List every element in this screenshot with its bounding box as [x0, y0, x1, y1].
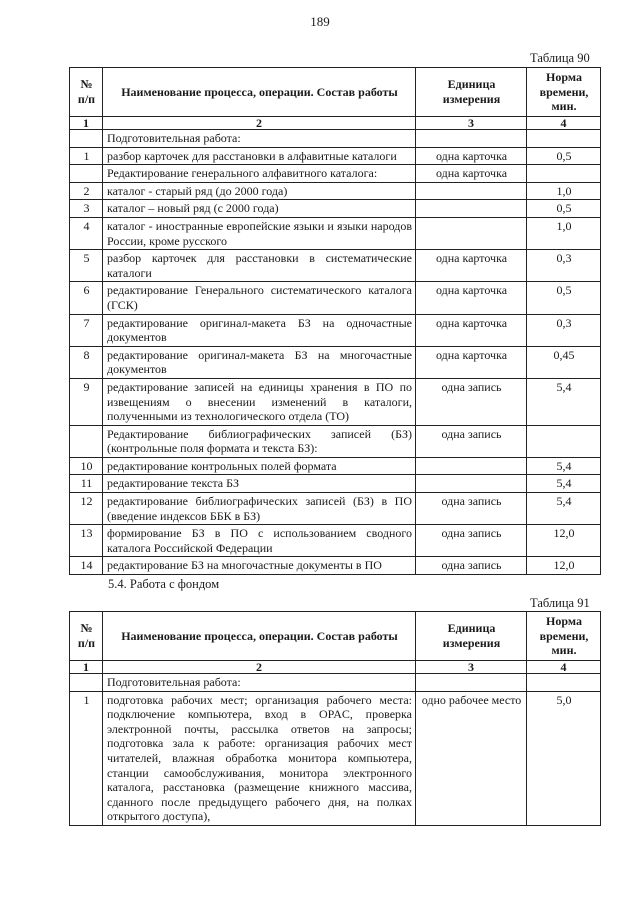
table-row	[70, 525, 601, 557]
row-norm: 12,0	[527, 557, 601, 575]
table-row	[70, 378, 601, 425]
row-norm: 5,4	[527, 493, 601, 525]
column-number: 4	[527, 117, 601, 130]
table-row	[70, 282, 601, 314]
row-num: 7	[70, 314, 103, 346]
header-norm: Норма времени, мин.	[527, 68, 601, 117]
table-row	[70, 165, 601, 183]
table-row	[70, 475, 601, 493]
table-row	[70, 457, 601, 475]
header-num: № п/п	[70, 612, 103, 661]
row-unit	[416, 674, 527, 692]
row-num: 6	[70, 282, 103, 314]
row-num: 12	[70, 493, 103, 525]
row-name: редактирование БЗ на многочастные документы в ПО	[103, 557, 416, 575]
table-90-caption: Таблица 90	[530, 51, 590, 65]
row-unit	[416, 475, 527, 493]
column-number: 1	[70, 661, 103, 674]
table-row	[70, 200, 601, 218]
row-norm	[527, 674, 601, 692]
row-num: 10	[70, 457, 103, 475]
row-unit: одно рабочее место	[416, 691, 527, 825]
table-row	[70, 217, 601, 249]
row-name: редактирование текста БЗ	[103, 475, 416, 493]
row-norm: 0,5	[527, 282, 601, 314]
table-91-caption: Таблица 91	[530, 596, 590, 610]
row-norm	[527, 165, 601, 183]
table-row	[70, 250, 601, 282]
row-num	[70, 674, 103, 692]
row-num: 5	[70, 250, 103, 282]
row-num	[70, 130, 103, 148]
table-row	[70, 130, 601, 148]
row-name: формирование БЗ в ПО с использованием сводного каталога Российской Федерации	[103, 525, 416, 557]
row-name: редактирование контрольных полей формата	[103, 457, 416, 475]
row-norm: 5,4	[527, 475, 601, 493]
row-num: 3	[70, 200, 103, 218]
row-norm: 0,3	[527, 314, 601, 346]
row-name: каталог - старый ряд (до 2000 года)	[103, 182, 416, 200]
table-row	[70, 557, 601, 575]
row-num: 13	[70, 525, 103, 557]
row-norm: 5,4	[527, 457, 601, 475]
row-num: 9	[70, 378, 103, 425]
row-norm	[527, 130, 601, 148]
row-unit: одна карточка	[416, 165, 527, 183]
row-num: 8	[70, 346, 103, 378]
row-unit: одна карточка	[416, 147, 527, 165]
column-number: 2	[103, 117, 416, 130]
column-number: 3	[416, 117, 527, 130]
column-number: 1	[70, 117, 103, 130]
row-num: 1	[70, 147, 103, 165]
row-name: Редактирование генерального алфавитного каталога:	[103, 165, 416, 183]
table-row	[70, 147, 601, 165]
row-name: каталог – новый ряд (с 2000 года)	[103, 200, 416, 218]
row-num: 4	[70, 217, 103, 249]
row-norm	[527, 425, 601, 457]
row-unit	[416, 217, 527, 249]
row-unit: одна карточка	[416, 346, 527, 378]
row-name: Подготовительная работа:	[103, 674, 416, 692]
column-numbers-row	[70, 117, 601, 130]
row-num: 1	[70, 691, 103, 825]
row-name: редактирование библиографических записей (БЗ) в ПО (введение индексов ББК в БЗ)	[103, 493, 416, 525]
header-norm: Норма времени, мин.	[527, 612, 601, 661]
table-header-row	[70, 68, 601, 117]
row-num: 14	[70, 557, 103, 575]
row-unit	[416, 457, 527, 475]
table-91	[69, 611, 601, 826]
row-norm: 0,5	[527, 200, 601, 218]
table-row	[70, 182, 601, 200]
row-name: редактирование Генерального систематического каталога (ГСК)	[103, 282, 416, 314]
row-num: 2	[70, 182, 103, 200]
row-unit: одна карточка	[416, 250, 527, 282]
row-unit: одна запись	[416, 378, 527, 425]
row-norm: 12,0	[527, 525, 601, 557]
row-name: Подготовительная работа:	[103, 130, 416, 148]
row-unit: одна карточка	[416, 282, 527, 314]
row-unit	[416, 130, 527, 148]
row-unit: одна запись	[416, 525, 527, 557]
row-norm: 1,0	[527, 217, 601, 249]
header-unit: Единица измерения	[416, 68, 527, 117]
table-row	[70, 691, 601, 825]
header-name: Наименование процесса, операции. Состав работы	[103, 68, 416, 117]
row-norm: 5,0	[527, 691, 601, 825]
header-unit: Единица измерения	[416, 612, 527, 661]
row-name: подготовка рабочих мест; организация рабочего места: подключение компьютера, вход в OPAC, проверка электронной почты, рассылка ответов на запросы; подготовка зала к работе: организация рабочих мест читателей, влажная обработка монитора компьютера, станции самообслуживания, монитора электронного каталога, расстановка (размещение книжного массива, сданного после предыдущего рабочего дня, на полках открытого доступа),	[103, 691, 416, 825]
row-norm: 0,3	[527, 250, 601, 282]
row-name: Редактирование библиографических записей (БЗ) (контрольные поля формата и текста БЗ):	[103, 425, 416, 457]
table-row	[70, 314, 601, 346]
page-number: 189	[310, 14, 330, 29]
row-unit: одна запись	[416, 425, 527, 457]
row-norm: 1,0	[527, 182, 601, 200]
row-num: 11	[70, 475, 103, 493]
row-name: редактирование записей на единицы хранения в ПО по извещениям о внесении изменений в каталоги, полученными из технологического отдела (ТО)	[103, 378, 416, 425]
row-name: редактирование оригинал-макета БЗ на одночастные документов	[103, 314, 416, 346]
row-norm: 0,45	[527, 346, 601, 378]
table-header-row	[70, 612, 601, 661]
row-unit: одна запись	[416, 557, 527, 575]
row-name: разбор карточек для расстановки в алфавитные каталоги	[103, 147, 416, 165]
row-unit: одна карточка	[416, 314, 527, 346]
row-unit	[416, 200, 527, 218]
section-heading: 5.4. Работа с фондом	[108, 577, 220, 591]
column-numbers-row	[70, 661, 601, 674]
row-name: редактирование оригинал-макета БЗ на многочастные документов	[103, 346, 416, 378]
row-num	[70, 165, 103, 183]
column-number: 3	[416, 661, 527, 674]
table-row	[70, 346, 601, 378]
row-norm: 0,5	[527, 147, 601, 165]
row-name: каталог - иностранные европейские языки и языки народов России, кроме русского	[103, 217, 416, 249]
header-name: Наименование процесса, операции. Состав работы	[103, 612, 416, 661]
table-row	[70, 493, 601, 525]
header-num: № п/п	[70, 68, 103, 117]
row-unit	[416, 182, 527, 200]
table-row	[70, 674, 601, 692]
row-unit: одна запись	[416, 493, 527, 525]
table-row	[70, 425, 601, 457]
column-number: 2	[103, 661, 416, 674]
row-norm: 5,4	[527, 378, 601, 425]
column-number: 4	[527, 661, 601, 674]
row-name: разбор карточек для расстановки в систематические каталоги	[103, 250, 416, 282]
row-num	[70, 425, 103, 457]
table-90	[69, 67, 601, 575]
